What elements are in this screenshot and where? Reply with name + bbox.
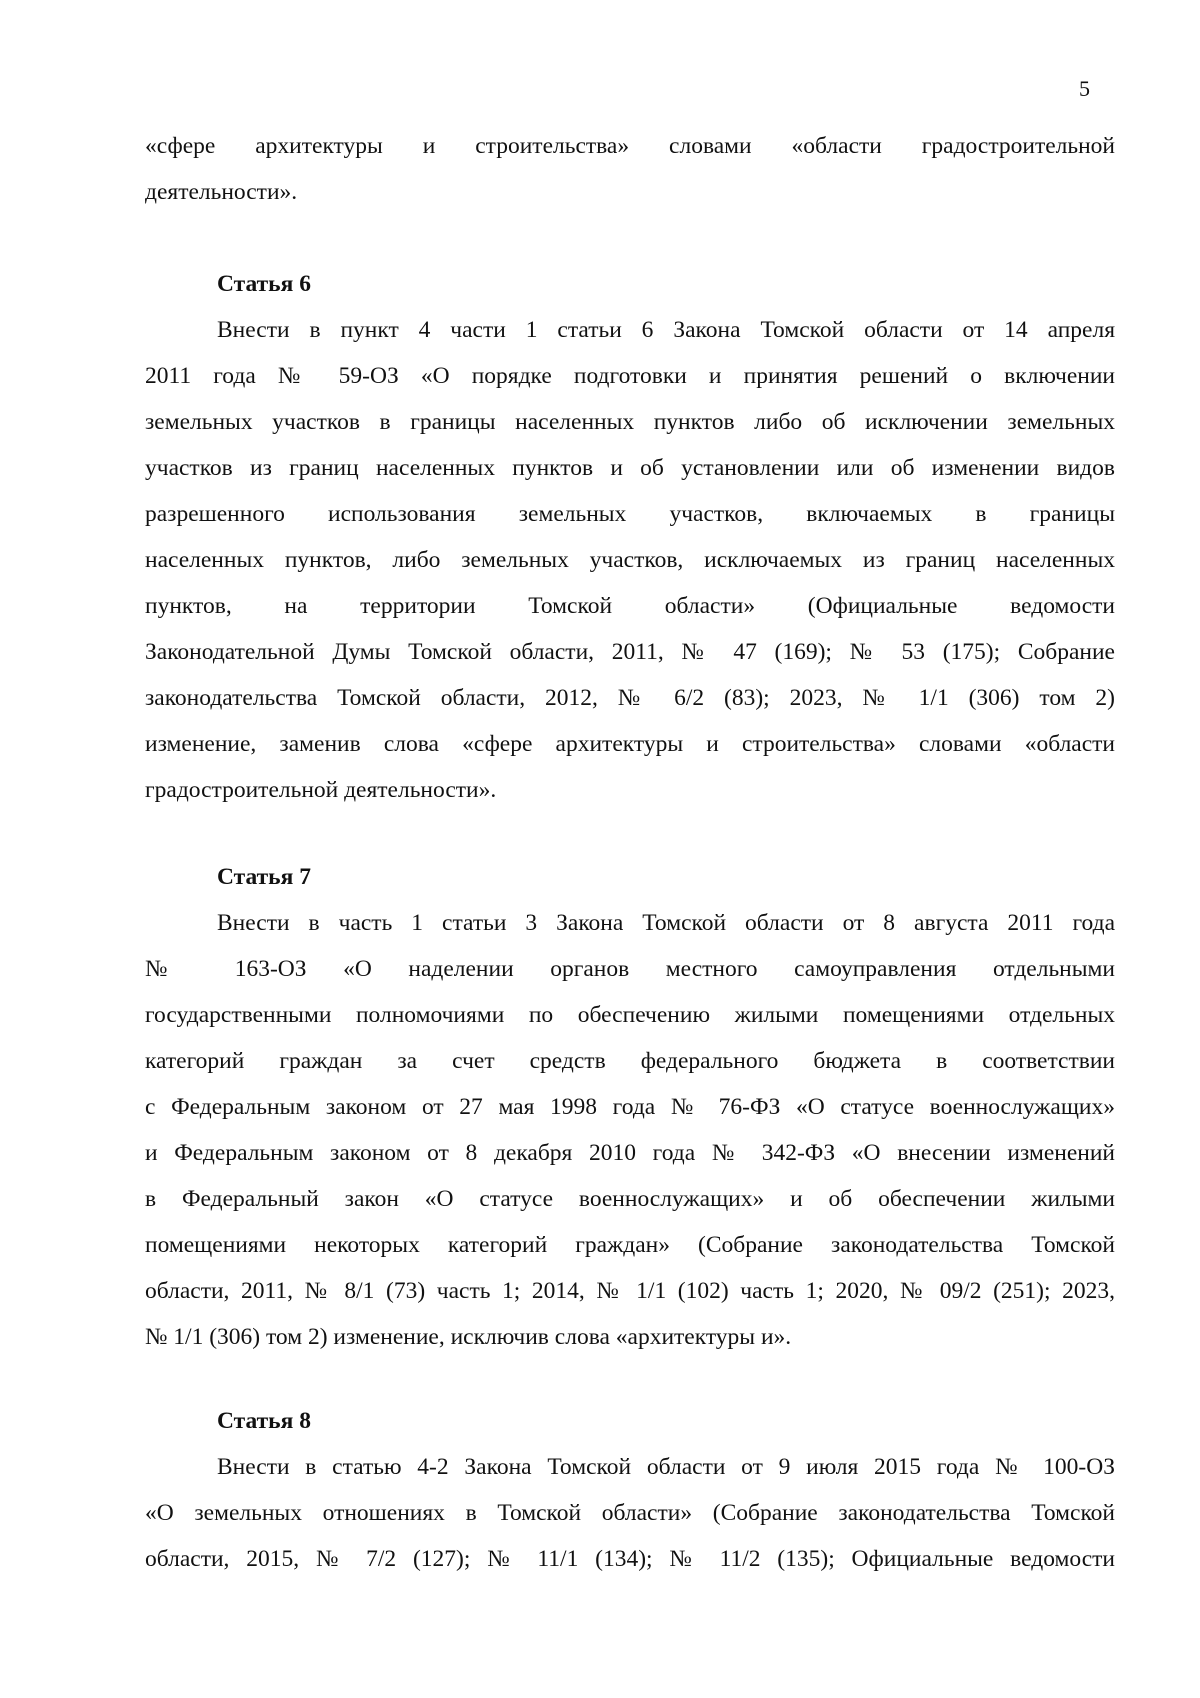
text-line: области, 2011, № 8/1 (73) часть 1; 2014, № 1/1 (102) часть 1; 2020, № 09/2 (251); 2023, — [145, 1278, 1115, 1304]
text-line: государственными полномочиями по обеспечению жилыми помещениями отдельных — [145, 1002, 1115, 1028]
text-line: участков из границ населенных пунктов и об установлении или об изменении видов — [145, 455, 1115, 481]
text-line: с Федеральным законом от 27 мая 1998 года № 76-ФЗ «О статусе военнослужащих» — [145, 1094, 1115, 1120]
article-6-heading: Статья 6 — [217, 271, 311, 297]
text-line: в Федеральный закон «О статусе военнослужащих» и об обеспечении жилыми — [145, 1186, 1115, 1212]
article-8-section — [145, 1398, 1115, 1582]
text-line: законодательства Томской области, 2012, № 6/2 (83); 2023, № 1/1 (306) том 2) — [145, 685, 1115, 711]
text-line: «О земельных отношениях в Томской области» (Собрание законодательства Томской — [145, 1500, 1115, 1526]
article-7-section — [145, 854, 1115, 1360]
text-line: области, 2015, № 7/2 (127); № 11/1 (134); № 11/2 (135); Официальные ведомости — [145, 1546, 1115, 1572]
text-line: № 1/1 (306) том 2) изменение, исключив слова «архитектуры и». — [145, 1324, 792, 1350]
text-line: категорий граждан за счет средств федерального бюджета в соответствии — [145, 1048, 1115, 1074]
article-6-section — [145, 261, 1115, 813]
page-number: 5 — [1079, 76, 1090, 101]
text-line: разрешенного использования земельных участков, включаемых в границы — [145, 501, 1115, 527]
text-line: населенных пунктов, либо земельных участков, исключаемых из границ населенных — [145, 547, 1115, 573]
text-line: № 163-ОЗ «О наделении органов местного самоуправления отдельными — [145, 956, 1115, 982]
text-line: пунктов, на территории Томской области» (Официальные ведомости — [145, 593, 1115, 619]
text-line: Внести в статью 4-2 Закона Томской области от 9 июля 2015 года № 100-ОЗ — [217, 1454, 1115, 1480]
text-line: земельных участков в границы населенных пунктов либо об исключении земельных — [145, 409, 1115, 435]
text-line: 2011 года № 59-ОЗ «О порядке подготовки и принятия решений о включении — [145, 363, 1115, 389]
text-line: и Федеральным законом от 8 декабря 2010 года № 342-ФЗ «О внесении изменений — [145, 1140, 1115, 1166]
article-8-heading: Статья 8 — [217, 1408, 311, 1434]
text-line: Внести в часть 1 статьи 3 Закона Томской области от 8 августа 2011 года — [217, 910, 1115, 936]
text-line: Законодательной Думы Томской области, 2011, № 47 (169); № 53 (175); Собрание — [145, 639, 1115, 665]
text-line: деятельности». — [145, 179, 298, 205]
intro-paragraph — [145, 123, 1115, 215]
article-7-heading: Статья 7 — [217, 864, 311, 890]
text-line: Внести в пункт 4 части 1 статьи 6 Закона Томской области от 14 апреля — [217, 317, 1115, 343]
text-line: помещениями некоторых категорий граждан» (Собрание законодательства Томской — [145, 1232, 1115, 1258]
text-line: градостроительной деятельности». — [145, 777, 497, 803]
text-line: изменение, заменив слова «сфере архитектуры и строительства» словами «области — [145, 731, 1115, 757]
text-line: «сфере архитектуры и строительства» словами «области градостроительной — [145, 133, 1115, 159]
